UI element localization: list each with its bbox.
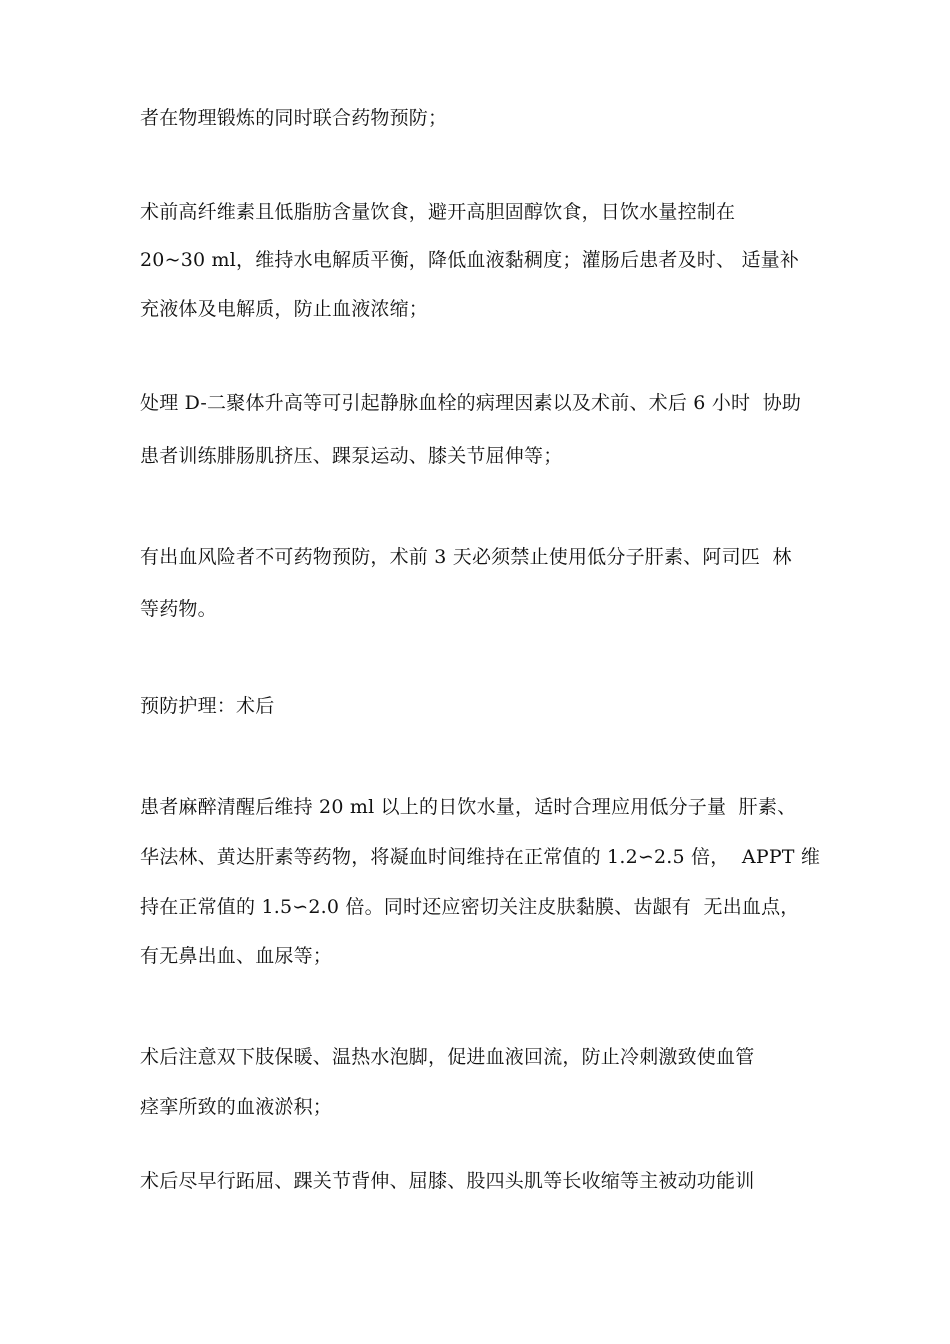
- text-line: 等药物。: [140, 598, 217, 620]
- section-heading: 预防护理：术后: [140, 695, 275, 717]
- text-line: 20~30 ml，维持水电解质平衡，降低血液黏稠度；灌肠后患者及时、 适量补: [140, 249, 800, 271]
- text-line: 处理 D-二聚体升高等可引起静脉血栓的病理因素以及术前、术后 6 小时 协助: [140, 392, 802, 414]
- text-line: 患者麻醉清醒后维持 20 ml 以上的日饮水量，适时合理应用低分子量 肝素、: [140, 796, 797, 818]
- text-line: 有无鼻出血、血尿等；: [140, 945, 333, 967]
- text-line: 充液体及电解质，防止血液浓缩；: [140, 298, 429, 320]
- text-line: 者在物理锻炼的同时联合药物预防；: [140, 107, 448, 129]
- text-line: 术后注意双下肢保暖、温热水泡脚，促进血液回流，防止冷刺激致使血管: [140, 1046, 755, 1068]
- text-line: 有出血风险者不可药物预防，术前 3 天必须禁止使用低分子肝素、阿司匹 林: [140, 546, 792, 568]
- text-line: 患者训练腓肠肌挤压、踝泵运动、膝关节屈伸等；: [140, 445, 563, 467]
- text-line: 持在正常值的 1.5∽2.0 倍。同时还应密切关注皮肤黏膜、齿龈有 无出血点，: [140, 896, 800, 918]
- text-line: 术后尽早行跖屈、踝关节背伸、屈膝、股四头肌等长收缩等主被动功能训: [140, 1170, 755, 1192]
- text-line: 术前高纤维素且低脂肪含量饮食，避开高胆固醇饮食，日饮水量控制在: [140, 201, 736, 223]
- text-line: 华法林、黄达肝素等药物，将凝血时间维持在正常值的 1.2∽2.5 倍， APPT 维: [140, 846, 821, 868]
- text-line: 痉挛所致的血液淤积；: [140, 1096, 333, 1118]
